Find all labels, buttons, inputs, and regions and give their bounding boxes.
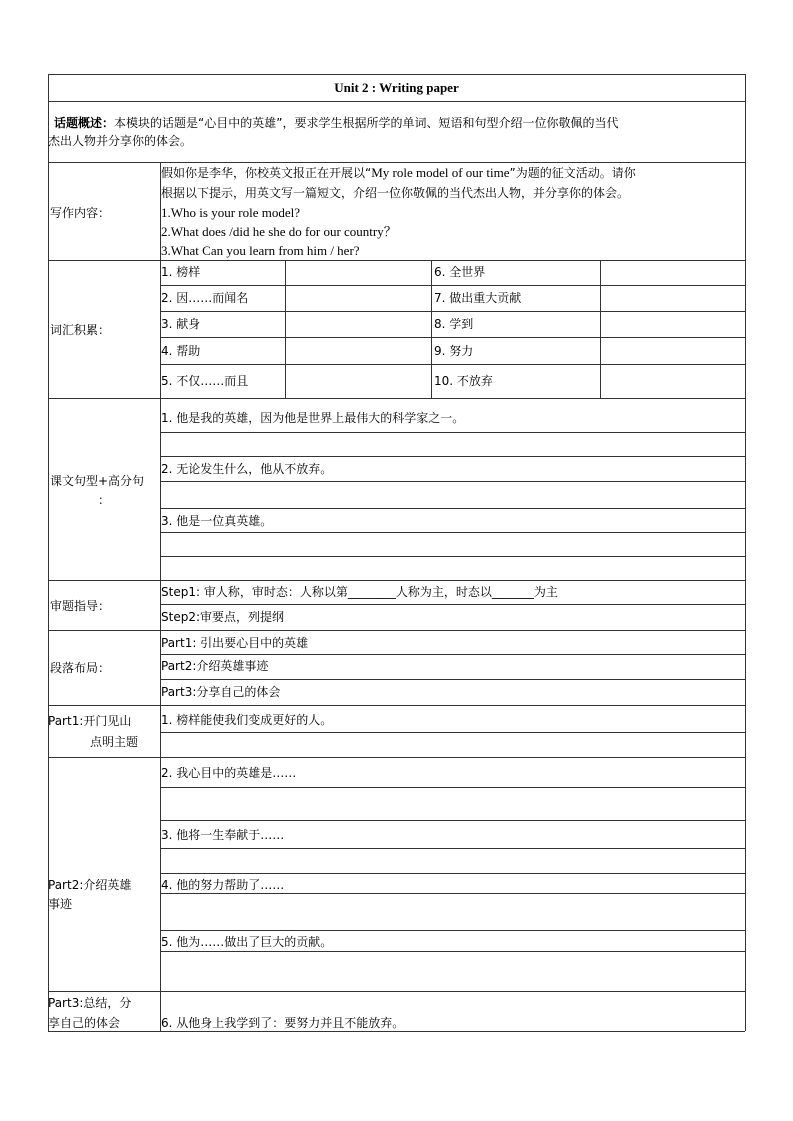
grid-line <box>160 893 745 894</box>
part3-label: Part3:总结，分 <box>48 996 132 1010</box>
grid-line <box>48 580 745 581</box>
vocab-item: 5. 不仅……而且 <box>161 374 249 388</box>
grid-line <box>160 311 745 312</box>
vocab-item: 4. 帮助 <box>161 344 201 358</box>
grid-line <box>160 951 745 952</box>
grid-line <box>160 508 745 509</box>
grid-line <box>160 820 745 821</box>
vocab-item: 3. 献身 <box>161 317 201 331</box>
vocab-item: 2. 因……而闻名 <box>161 291 249 305</box>
writing-prompt-part: 假如你是李华，你校英文报正在开展以“ <box>161 166 372 180</box>
grid-line <box>48 398 745 399</box>
vocab-item: 1. 榜样 <box>161 265 201 279</box>
sentence-item: 3. 他是一位真英雄。 <box>161 514 273 528</box>
writing-prompt-line2: 根据以下提示，用英文写一篇短文，介绍一位你敬佩的当代杰出人物，并分享你的体会。 <box>161 186 630 200</box>
part1-label: Part1:开门见山 <box>48 714 132 728</box>
grid-line <box>160 873 745 874</box>
grid-line <box>160 848 745 849</box>
vocab-item: 6. 全世界 <box>434 265 486 279</box>
grid-line <box>160 432 745 433</box>
grid-line <box>160 732 745 733</box>
part2-label: Part2:介绍英雄 <box>48 878 132 892</box>
vocab-item: 8. 学到 <box>434 317 474 331</box>
writing-label: 写作内容： <box>50 206 111 220</box>
guide-step-2: Step2:审要点，列提纲 <box>161 610 285 624</box>
grid-line <box>160 481 745 482</box>
part2-item: 4. 他的努力帮助了…… <box>161 878 285 892</box>
layout-part: Part1: 引出要心目中的英雄 <box>161 636 309 650</box>
layout-part: Part3:分享自己的体会 <box>161 685 281 699</box>
vocab-label: 词汇积累： <box>50 323 111 337</box>
page-title: Unit 2 : Writing paper <box>334 80 459 95</box>
grid-line <box>431 260 432 398</box>
grid-line <box>285 260 286 398</box>
grid-line <box>160 604 745 605</box>
overview-label: 话题概述： <box>54 116 115 130</box>
grid-line <box>160 930 745 931</box>
sentences-label: 课文句型+高分句 <box>50 474 145 488</box>
part3-item: 6. 从他身上我学到了：要努力并且不能放弃。 <box>161 1016 405 1030</box>
overview-text-line2: 杰出人物并分享你的体会。 <box>48 134 193 148</box>
overview-text: 本模块的话题是“心目中的英雄”，要求学生根据所学的单词、短语和句型介绍一位你敬佩的当代 <box>114 116 619 130</box>
writing-question-3: 3.What Can you learn from him / her? <box>161 243 360 258</box>
sentences-label-colon: ： <box>97 493 110 507</box>
grid-line <box>745 74 746 1031</box>
grid-line <box>600 260 601 398</box>
writing-question-2: 2.What does /did he she do for our country？ <box>161 224 397 239</box>
sentence-item: 2. 无论发生什么，他从不放弃。 <box>161 462 333 476</box>
part1-item: 1. 榜样能使我们变成更好的人。 <box>161 713 333 727</box>
part2-item: 3. 他将一生奉献于…… <box>161 828 285 842</box>
part1-label-line2: 点明主题 <box>90 735 139 749</box>
grid-line <box>160 285 745 286</box>
part2-item: 5. 他为……做出了巨大的贡献。 <box>161 935 333 949</box>
grid-line <box>48 101 745 102</box>
grid-line <box>48 74 745 75</box>
grid-line <box>160 364 745 365</box>
guide-label: 审题指导： <box>50 599 111 613</box>
grid-line <box>48 757 745 758</box>
writing-prompt-part: ”为题的征文活动。请你 <box>509 166 636 180</box>
layout-label: 段落布局： <box>50 661 111 675</box>
writing-prompt-line1 <box>161 166 636 180</box>
grid-line <box>48 630 745 631</box>
grid-line <box>160 556 745 557</box>
writing-prompt-theme: My role model of our time <box>371 165 510 180</box>
part3-label-line2: 享自己的体会 <box>48 1016 121 1030</box>
vocab-item: 9. 努力 <box>434 344 474 358</box>
grid-line <box>48 991 745 992</box>
part2-label-line2: 事迹 <box>48 897 73 911</box>
writing-question-1: 1.Who is your role model? <box>161 205 300 220</box>
guide-step-1: Step1: 审人称，审时态：人称以第________人称为主，时态以_______为主 <box>161 585 558 599</box>
layout-part: Part2:介绍英雄事迹 <box>161 659 269 673</box>
grid-line <box>48 705 745 706</box>
grid-line <box>160 532 745 533</box>
grid-line <box>160 787 745 788</box>
grid-line <box>160 654 745 655</box>
grid-line <box>48 162 745 163</box>
overview-row <box>54 116 618 130</box>
grid-line <box>160 679 745 680</box>
sentence-item: 1. 他是我的英雄，因为他是世界上最伟大的科学家之一。 <box>161 411 465 425</box>
grid-line <box>48 1031 745 1032</box>
part2-item: 2. 我心目中的英雄是…… <box>161 766 297 780</box>
grid-line <box>160 456 745 457</box>
vocab-item: 7. 做出重大贡献 <box>434 291 522 305</box>
grid-line <box>160 337 745 338</box>
vocab-item: 10. 不放弃 <box>434 374 493 388</box>
grid-line <box>48 260 745 261</box>
